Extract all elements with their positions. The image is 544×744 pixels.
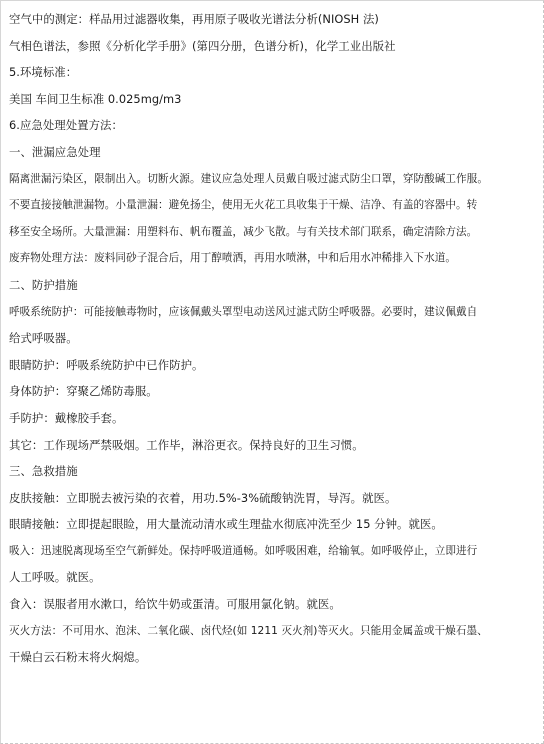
subheading-leak-response: 一、泄漏应急处理 (9, 144, 101, 159)
text-line-skin-contact: 皮肤接触：立即脱去被污染的衣着，用功.5%-3%硫酸钠洗胃，导泻。就医。 (9, 490, 397, 505)
text-line-waste-disposal: 废弃物处理方法：废料同砂子混合后，用丁醇喷洒，再用水喷淋，中和后用水冲稀排入下水道。 (9, 252, 457, 265)
subheading-protection: 二、防护措施 (9, 277, 78, 292)
section-heading-emergency-handling: 6.应急处理处置方法： (9, 118, 123, 133)
text-line-respiratory-1: 呼吸系统防护：可能接触毒物时，应该佩戴头罩型电动送风过滤式防尘呼吸器。必要时，建议佩戴自 (9, 305, 478, 318)
text-line-gas-chromatography: 气相色谱法，参照《分析化学手册》(第四分册，色谱分析)，化学工业出版社 (9, 38, 396, 53)
text-line-respiratory-2: 给式呼吸器。 (9, 331, 78, 346)
document-body (9, 6, 537, 671)
text-line-leak-2: 不要直接接触泄漏物。小量泄漏：避免扬尘，使用无火花工具收集于干燥、洁净、有盖的容器中。转 (9, 199, 478, 212)
text-line-inhalation-1: 吸入：迅速脱离现场至空气新鲜处。保持呼吸道通畅。如呼吸困难，给输氧。如呼吸停止，立即进行 (9, 544, 478, 557)
text-line-ingestion: 食入：误服者用水漱口，给饮牛奶或蛋清。可服用氯化钠。就医。 (9, 597, 341, 612)
subheading-first-aid: 三、急救措施 (9, 464, 78, 479)
text-line-leak-3: 移至安全场所。大量泄漏：用塑料布、帆布覆盖，减少飞散。与有关技术部门联系，确定清除方法。 (9, 225, 478, 238)
section-heading-environment-standard: 5.环境标准： (9, 65, 78, 80)
text-line-hand-protection: 手防护：戴橡胶手套。 (9, 410, 124, 425)
text-line-body-protection: 身体防护：穿聚乙烯防毒服。 (9, 384, 158, 399)
text-line-leak-1: 隔离泄漏污染区，限制出入。切断火源。建议应急处理人员戴自吸过滤式防尘口罩，穿防酸碱工作服。 (9, 172, 488, 185)
text-line-fire-1: 灭火方法：不可用水、泡沫、二氧化碳、卤代烃(如 1211 灭火剂)等灭火。只能用金属盖或干燥石墨、 (9, 624, 488, 637)
text-line-fire-2: 干燥白云石粉末将火焖熄。 (9, 650, 147, 665)
text-line-eye-protection: 眼睛防护：呼吸系统防护中已作防护。 (9, 357, 204, 372)
text-line-inhalation-2: 人工呼吸。就医。 (9, 570, 101, 585)
text-line-eye-contact: 眼睛接触：立即提起眼睑，用大量流动清水或生理盐水彻底冲洗至少 15 分钟。就医。 (9, 517, 443, 532)
text-line-us-standard: 美国 车间卫生标准 0.025mg/m3 (9, 91, 182, 106)
text-line-other: 其它：工作现场严禁吸烟。工作毕，淋浴更衣。保持良好的卫生习惯。 (9, 437, 364, 452)
text-line-air-measurement: 空气中的测定：样品用过滤器收集，再用原子吸收光谱法分析(NIOSH 法) (9, 12, 379, 26)
